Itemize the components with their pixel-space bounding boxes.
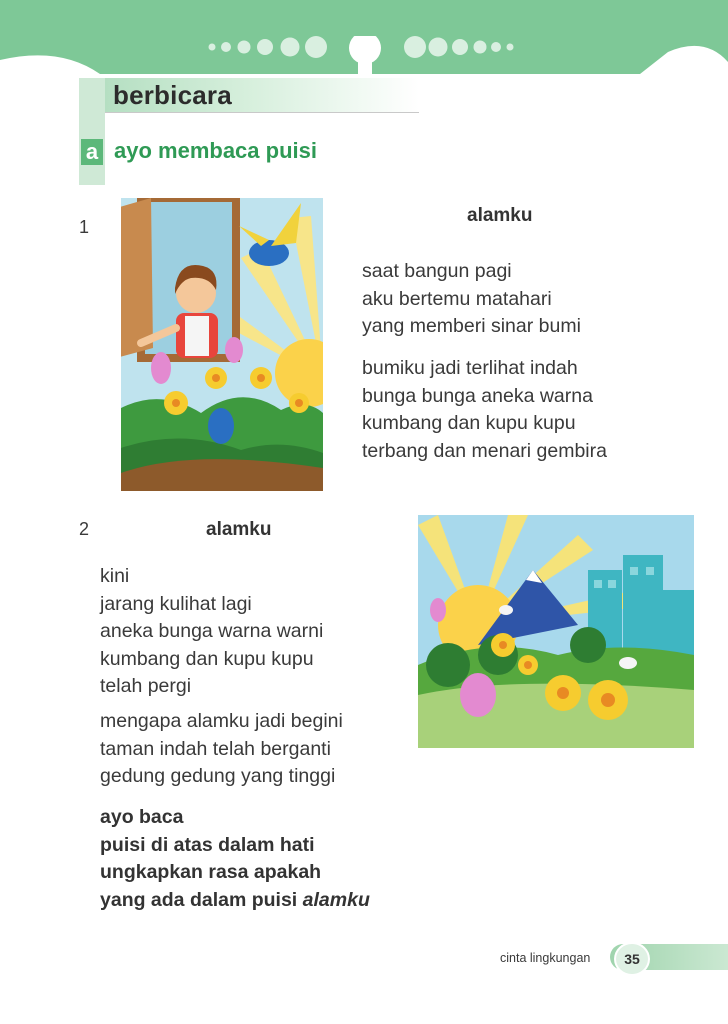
section-title: berbicara (113, 80, 232, 110)
poem2-stanza-1 (100, 563, 323, 701)
poem-line: gedung gedung yang tinggi (100, 765, 336, 787)
poem2-stanza-2 (100, 708, 343, 791)
poem2-number: 2 (79, 519, 90, 539)
illustration-boy-window (121, 198, 323, 491)
poem-line: bunga bunga aneka warna (362, 384, 593, 407)
instruction-line: ungkapkan rasa apakah (100, 861, 322, 883)
poem-line: terbang dan menari gembira (362, 439, 607, 462)
poem-line: yang memberi sinar bumi (362, 315, 581, 337)
poem2-title: alamku (206, 519, 272, 540)
poem1-stanza-1 (362, 258, 581, 341)
poem1-number: 1 (79, 217, 90, 237)
reading-instruction (100, 804, 370, 914)
poem-line: bumiku jadi terlihat indah (362, 357, 578, 379)
poem-line: kumbang dan kupu kupu (362, 412, 576, 434)
subsection-title: ayo membaca puisi (114, 138, 317, 163)
subsection-letter: a (81, 139, 103, 165)
poem-line: saat bangun pagi (362, 260, 512, 282)
instruction-line: puisi di atas dalam hati (100, 833, 315, 856)
instruction-line-prefix: yang ada dalam puisi (100, 888, 303, 911)
poem-line: aneka bunga warna warni (100, 620, 324, 642)
poem1-title: alamku (467, 205, 533, 226)
illustration-city-garden (418, 515, 694, 748)
section-tab-decoration (79, 78, 105, 185)
poem-line: kini (100, 565, 130, 587)
poem-line: telah pergi (100, 675, 192, 697)
poem1-stanza-2 (362, 355, 607, 465)
instruction-emphasis: alamku (302, 888, 370, 911)
poem-line: kumbang dan kupu kupu (100, 647, 314, 670)
poem-line: taman indah telah berganti (100, 737, 331, 760)
footer-chapter-title: cinta lingkungan (500, 951, 591, 965)
poem-line: mengapa alamku jadi begini (100, 710, 343, 732)
instruction-line-last (100, 887, 370, 915)
header-dots-ornament (200, 36, 530, 76)
poem-line: jarang kulihat lagi (100, 592, 252, 615)
instruction-line: ayo baca (100, 806, 184, 828)
poem-line: aku bertemu matahari (362, 287, 552, 310)
page-number: 35 (614, 942, 650, 976)
